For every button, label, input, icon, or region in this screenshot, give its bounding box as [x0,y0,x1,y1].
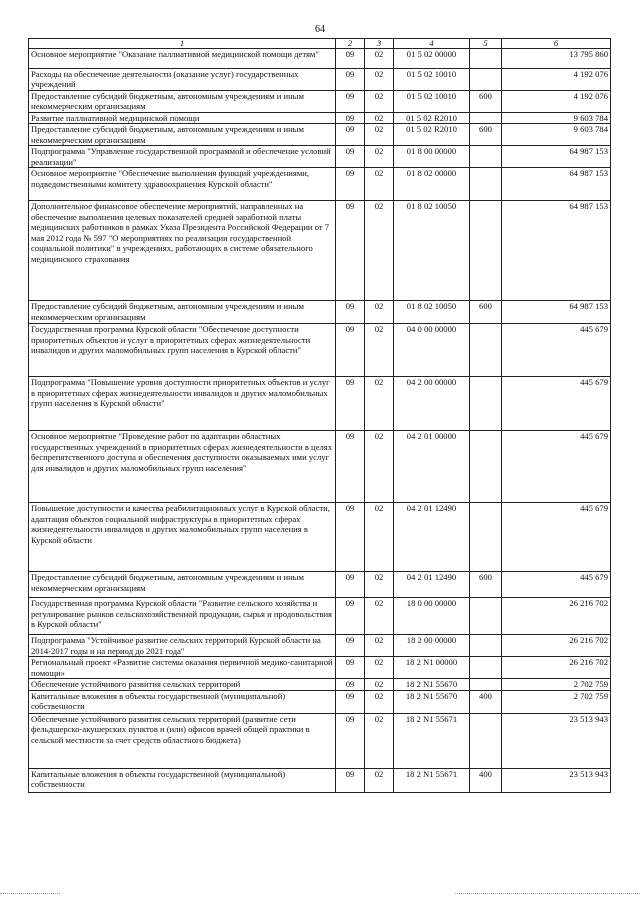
section-code: 09 [336,657,365,679]
subsection-code: 02 [365,201,394,301]
amount: 2 702 759 [502,679,611,690]
target-article-code: 01 8 02 10050 [394,301,470,324]
table-row [29,69,611,91]
row-name: Предоставление субсидий бюджетным, автономным учреждениям и иным некоммерческим организациям [29,301,336,324]
expense-type-code [470,713,502,768]
section-code: 09 [336,90,365,112]
expense-type-code [470,201,502,301]
row-name: Основное мероприятие "Оказание паллиативной медицинской помощи детям" [29,49,336,69]
row-name: Подпрограмма "Управление государственной программой и обеспечение условий реализации" [29,146,336,168]
expense-type-code [470,49,502,69]
amount: 26 216 702 [502,657,611,679]
table-row [29,146,611,168]
subsection-code: 02 [365,124,394,146]
table-row [29,431,611,503]
target-article-code: 01 5 02 10010 [394,69,470,91]
row-name: Подпрограмма "Устойчивое развитие сельских территорий Курской области на 2014-2017 годы и на период до 2021 года" [29,635,336,657]
section-code: 09 [336,201,365,301]
expense-type-code [470,598,502,635]
section-code: 09 [336,124,365,146]
row-name: Капитальные вложения в объекты государственной (муниципальной) собственности [29,690,336,713]
section-code: 09 [336,768,365,792]
row-name: Обеспечение устойчивого развития сельских территорий (развитие сети фельдшерско-акушерских пунктов и (или) офисов врачей общей практики в сельской местности за счет средств областного бюджета) [29,713,336,768]
section-code: 09 [336,377,365,431]
target-article-code: 01 5 02 10010 [394,90,470,112]
section-code: 09 [336,431,365,503]
subsection-code: 02 [365,377,394,431]
amount: 9 603 784 [502,124,611,146]
amount: 445 679 [502,324,611,377]
subsection-code: 02 [365,112,394,123]
expense-type-code: 600 [470,572,502,598]
table-row [29,168,611,201]
section-code: 09 [336,301,365,324]
row-name: Государственная программа Курской области "Обеспечение доступности приоритетных объектов и услуг в приоритетных сферах жизнедеятельности инвалидов и других маломобильных групп населения в Курской области" [29,324,336,377]
section-code: 09 [336,49,365,69]
header-cell: 2 [336,39,365,49]
row-name: Обеспечение устойчивого развития сельских территорий [29,679,336,690]
amount: 445 679 [502,377,611,431]
amount: 13 795 860 [502,49,611,69]
row-name: Расходы на обеспечение деятельности (оказание услуг) государственных учреждений [29,69,336,91]
header-cell: 3 [365,39,394,49]
section-code: 09 [336,635,365,657]
table-row [29,124,611,146]
amount: 26 216 702 [502,635,611,657]
table-row [29,635,611,657]
amount: 64 987 153 [502,146,611,168]
table-row [29,201,611,301]
budget-table [28,38,611,793]
amount: 445 679 [502,503,611,572]
amount: 4 192 076 [502,90,611,112]
scan-edge-marks [0,893,640,897]
page-number: 64 [315,24,325,35]
expense-type-code [470,503,502,572]
header-cell: 4 [394,39,470,49]
subsection-code: 02 [365,146,394,168]
target-article-code: 04 2 00 00000 [394,377,470,431]
subsection-code: 02 [365,324,394,377]
target-article-code: 04 2 01 00000 [394,431,470,503]
subsection-code: 02 [365,768,394,792]
row-name: Региональный проект «Развитие системы оказания первичной медико-санитарной помощи» [29,657,336,679]
section-code: 09 [336,713,365,768]
amount: 64 987 153 [502,168,611,201]
subsection-code: 02 [365,301,394,324]
row-name: Капитальные вложения в объекты государственной (муниципальной) собственности [29,768,336,792]
table-row [29,679,611,690]
expense-type-code [470,69,502,91]
section-code: 09 [336,679,365,690]
expense-type-code [470,657,502,679]
section-code: 09 [336,146,365,168]
table-row [29,657,611,679]
target-article-code: 18 2 00 00000 [394,635,470,657]
table-row [29,301,611,324]
table-row [29,572,611,598]
target-article-code: 01 8 02 10050 [394,201,470,301]
target-article-code: 04 2 01 12490 [394,503,470,572]
table-row [29,690,611,713]
subsection-code: 02 [365,431,394,503]
amount: 23 513 943 [502,768,611,792]
expense-type-code [470,635,502,657]
expense-type-code: 600 [470,90,502,112]
table-row [29,90,611,112]
expense-type-code: 600 [470,124,502,146]
table-row [29,324,611,377]
section-code: 09 [336,69,365,91]
target-article-code: 01 8 00 00000 [394,146,470,168]
section-code: 09 [336,503,365,572]
subsection-code: 02 [365,69,394,91]
amount: 9 603 784 [502,112,611,123]
subsection-code: 02 [365,713,394,768]
table-row [29,598,611,635]
target-article-code: 18 2 N1 55670 [394,690,470,713]
expense-type-code [470,679,502,690]
target-article-code: 04 2 01 12490 [394,572,470,598]
target-article-code: 01 5 02 R2010 [394,124,470,146]
section-code: 09 [336,112,365,123]
table-row [29,503,611,572]
section-code: 09 [336,598,365,635]
subsection-code: 02 [365,657,394,679]
row-name: Предоставление субсидий бюджетным, автономным учреждениям и иным некоммерческим организациям [29,124,336,146]
row-name: Предоставление субсидий бюджетным, автономным учреждениям и иным некоммерческим организациям [29,90,336,112]
target-article-code: 01 5 02 00000 [394,49,470,69]
row-name: Развитие паллиативной медицинской помощи [29,112,336,123]
expense-type-code: 600 [470,301,502,324]
subsection-code: 02 [365,598,394,635]
expense-type-code [470,377,502,431]
subsection-code: 02 [365,168,394,201]
table-row [29,713,611,768]
section-code: 09 [336,324,365,377]
subsection-code: 02 [365,90,394,112]
row-name: Основное мероприятие "Обеспечение выполнения функций учреждениями, подведомственными комитету здравоохранения Курской области" [29,168,336,201]
amount: 26 216 702 [502,598,611,635]
subsection-code: 02 [365,635,394,657]
target-article-code: 01 8 02 00000 [394,168,470,201]
table-row [29,377,611,431]
header-cell: 6 [502,39,611,49]
expense-type-code: 400 [470,690,502,713]
amount: 64 987 153 [502,301,611,324]
expense-type-code: 400 [470,768,502,792]
expense-type-code [470,431,502,503]
table-row [29,768,611,792]
section-code: 09 [336,572,365,598]
table-row [29,112,611,123]
amount: 445 679 [502,572,611,598]
amount: 64 987 153 [502,201,611,301]
amount: 445 679 [502,431,611,503]
target-article-code: 18 2 N1 00000 [394,657,470,679]
header-cell: 5 [470,39,502,49]
row-name: Основное мероприятие "Проведение работ по адаптации областных государственных учреждений в приоритетных сферах жизнедеятельности в целях беспрепятственного доступа и обеспечения доступности оказываемых ими услуг для инвалидов и других маломобильных групп населения" [29,431,336,503]
target-article-code: 18 2 N1 55670 [394,679,470,690]
expense-type-code [470,146,502,168]
target-article-code: 01 5 02 R2010 [394,112,470,123]
row-name: Предоставление субсидий бюджетным, автономным учреждениям и иным некоммерческим организациям [29,572,336,598]
row-name: Подпрограмма "Повышение уровня доступности приоритетных объектов и услуг в приоритетных сферах жизнедеятельности инвалидов и других маломобильных групп населения в Курской области" [29,377,336,431]
subsection-code: 02 [365,679,394,690]
section-code: 09 [336,690,365,713]
target-article-code: 18 0 00 00000 [394,598,470,635]
header-cell: 1 [29,39,336,49]
section-code: 09 [336,168,365,201]
header-row [29,39,611,49]
amount: 2 702 759 [502,690,611,713]
subsection-code: 02 [365,690,394,713]
expense-type-code [470,112,502,123]
table-row [29,49,611,69]
row-name: Государственная программа Курской области "Развитие сельского хозяйства и регулирование рынков сельскохозяйственной продукции, сырья и продовольствия в Курской области" [29,598,336,635]
amount: 23 513 943 [502,713,611,768]
subsection-code: 02 [365,49,394,69]
target-article-code: 04 0 00 00000 [394,324,470,377]
subsection-code: 02 [365,503,394,572]
target-article-code: 18 2 N1 55671 [394,713,470,768]
subsection-code: 02 [365,572,394,598]
row-name: Дополнительное финансовое обеспечение мероприятий, направленных на обеспечение выполнения целевых показателей средней заработной платы медицинских работников в рамках Указа Президента Российской Федерации от 7 мая 2012 года № 597 "О мероприятиях по реализации государственной социальной политики" в учреждениях, работающих в системе обязательного медицинского страхования [29,201,336,301]
expense-type-code [470,324,502,377]
target-article-code: 18 2 N1 55671 [394,768,470,792]
amount: 4 192 076 [502,69,611,91]
expense-type-code [470,168,502,201]
row-name: Повышение доступности и качества реабилитационных услуг в Курской области, адаптация объектов социальной инфраструктуры в приоритетных сферах жизнедеятельности инвалидов и других маломобильных групп населения в Курской области [29,503,336,572]
